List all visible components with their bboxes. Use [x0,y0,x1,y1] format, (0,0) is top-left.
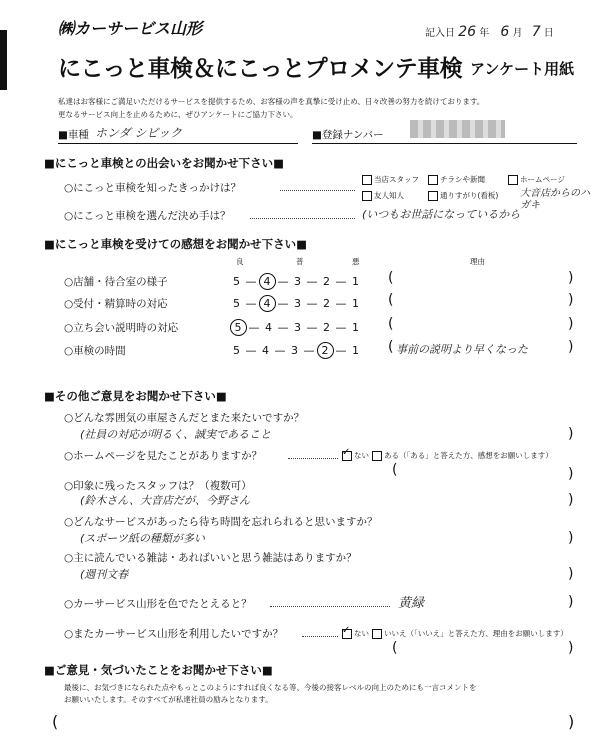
rating-circle: 5 [230,319,247,336]
section4-text-2: お願いいたします。そのすべてが私達社員の励みとなります。 [64,695,273,704]
s3-q5: ○主に読んでいる雑誌・あればいいと思う雑誌はありますか？ [64,552,357,564]
homepage-no[interactable]: ✓ ない [342,450,369,461]
comment-open-paren: ( [52,712,59,731]
car-model-value: ホンダ シビック [95,126,182,140]
opt-passing[interactable]: 通りすがり(看板) [428,190,498,201]
section2-heading: ■にこっと車検を受けての感想をお聞かせ下さい■ [44,237,307,251]
scale-good: 良 [236,257,244,266]
entry-date: 記入日 26 年 6 月 7 日 [425,24,554,40]
s3-a3-handwritten: (鈴木さん、大音店だが、今野さん [80,494,250,507]
s3-a1-handwritten: (社員の対応が明るく、誠実であること [80,428,272,441]
rating-circle: 2 [317,342,334,359]
rating-row-explanation[interactable]: 5 — 4 — 3 — 2 — 1 [233,319,360,336]
s3-q6: ○カーサービス山形を色でたとえると？ [64,598,252,610]
page-title: にこっと車検＆にこっとプロメンテ車検 [58,56,463,82]
s1-a2-handwritten: (いつもお世話になっているから [362,208,521,221]
section4-heading: ■ご意見・気づいたことをお聞かせ下さい■ [44,663,273,677]
opt-friend[interactable]: 友人知人 [362,190,404,201]
s2-item-reception: ○受付・精算時の対応 [64,298,168,310]
s3-q1: ○どんな雰囲気の車屋さんだとまた来たいですか？ [64,412,305,424]
left-bar [0,30,7,90]
company-name: ㈱カーサービス山形 [58,19,203,38]
s1-q2: ○にこっと車検を選んだ決め手は？ [64,210,231,222]
s3-a6-handwritten: 黄緑 [398,596,425,611]
s3-q3: ○印象に残ったスタッフは？（複数可） [64,480,252,492]
revisit-yes[interactable]: いいえ（「いいえ」と答えた方、理由をお願いします） [372,628,568,639]
car-model-label: ■車種 [58,129,89,141]
plate-number-redacted [410,120,505,138]
s3-q2: ○ホームページを見たことがありますか？ [64,450,262,462]
s3-a4-handwritten: (スポーツ紙の種類が多い [80,532,205,545]
section1-heading: ■にこっと車検との出会いをお聞かせ下さい■ [44,156,284,170]
s1-q1: ○にこっと車検を知ったきっかけは？ [64,182,241,194]
scale-normal: 普 [296,257,304,266]
revisit-no[interactable]: ✓ ない [342,628,369,639]
reason-label: 理由 [470,257,485,266]
opt-homepage[interactable]: ホームページ [508,174,565,185]
s3-q7: ○またカーサービス山形を利用したいですか？ [64,628,284,640]
scale-bad: 悪 [352,257,360,266]
intro-line-1: 私達はお客様にご満足いただけるサービスを提供するため、お客様の声を真摯に受け止め、日々改善の努力を続けております。 [58,97,485,106]
rating-row-store[interactable]: 5 — 4 — 3 — 2 — 1 [233,275,360,288]
s3-a5-handwritten: (週刊文春 [80,568,129,581]
time-reason-handwritten: 事前の説明より早くなった [396,343,528,356]
rating-circle: 4 [259,273,276,290]
comment-close-paren: ) [568,712,575,731]
opt-flyer[interactable]: チラシや新聞 [428,174,485,185]
section3-heading: ■その他ご意見をお聞かせ下さい■ [44,389,227,403]
s3-q4: ○どんなサービスがあったら待ち時間を忘れられると思いますか？ [64,516,378,528]
opt-staff[interactable]: 当店スタッフ [362,174,419,185]
s2-item-explanation: ○立ち会い説明時の対応 [64,322,179,334]
page-subtitle: アンケート用紙 [470,60,575,78]
plate-number-label: ■登録ナンバー [312,129,384,141]
opt-other-handwritten: 大音店からのハガキ [520,188,590,211]
s2-item-store: ○店舗・待合室の様子 [64,276,168,288]
homepage-yes[interactable]: ある（「ある」と答えた方、感想をお願いします） [372,450,553,461]
rating-row-time[interactable]: 5 — 4 — 3 — 2 — 1 [233,344,360,357]
rating-row-reception[interactable]: 5 — 4 — 3 — 2 — 1 [233,297,360,310]
intro-line-2: 更なるサービス向上を止めるために、ぜひアンケートにご協力下さい。 [58,110,298,119]
section4-text-1: 最後に、お気づきになられた点やもっとこのようにすれば良くなる等、今後の接客レベルの向上のためにも一言コメントを [64,683,477,692]
s2-item-time: ○車検の時間 [64,345,126,357]
rating-circle: 4 [259,295,276,312]
